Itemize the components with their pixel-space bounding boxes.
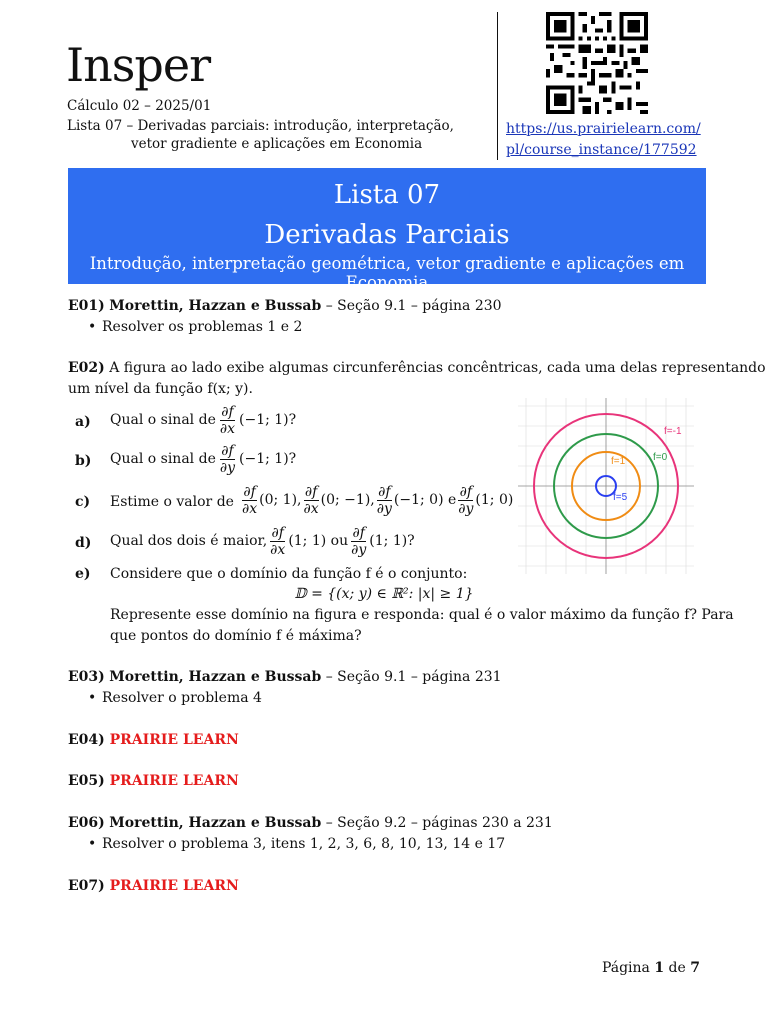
label-middle: f=0 [653,452,668,463]
item-b-question [110,439,296,479]
item-e-text: Considere que o domínio da função f é o conjunto: [110,566,468,582]
list-title-line-2: vetor gradiente e aplicações em Economia [131,136,423,152]
exercise-e06-task [102,835,505,853]
exercise-authors: Morettin, Hazzan e Bussab [109,298,322,314]
list-title-line-1: Lista 07 – Derivadas parciais: introdução, interpretação, [67,118,454,134]
point: (0; −1), [320,492,375,508]
exercise-e06-heading [68,814,553,832]
partial-derivative-fx: $\frac{\partial f}{\partial x}$ [303,483,319,517]
item-d-question [110,521,415,561]
qr-code-icon[interactable] [546,12,648,114]
point: (−1; 1)? [239,451,297,467]
partial-derivative-fy: $\frac{\partial f}{\partial y}$ [351,524,367,558]
exercise-id: E01) [68,298,105,314]
item-c-text: Estime o valor de [110,494,234,510]
point: (1; 0) [475,492,514,508]
partial-derivative-fy: $\frac{\partial f}{\partial y}$ [458,483,474,517]
header-divider [497,12,498,160]
item-text: Qual o sinal de [110,451,216,467]
item-e-question-line-2: que pontos do domínio f é máxima? [110,628,362,644]
label-inner: f=1 [611,456,626,467]
exercise-e02-intro-line-2: um nível da função f(x; y). [68,381,253,397]
partial-derivative-fy: $\frac{\partial f}{\partial y}$ [219,442,236,476]
task-text: Resolver o problema 3, itens 1, 2, 3, 6, 8, 10, 13, 14 e 17 [102,836,506,852]
prairie-learn-tag: PRAIRIE LEARN [109,732,239,748]
label-center: f=5 [613,492,628,503]
item-text: Qual o sinal de [110,412,216,428]
exercise-id: E03) [68,669,105,685]
banner-subtitle: Derivadas Parciais [264,220,510,250]
partial-derivative-fx: $\frac{\partial f}{\partial x}$ [270,524,286,558]
banner-description: Introdução, interpretação geométrica, vetor gradiente e aplicações em Economia [89,254,685,292]
prairielearn-link-line-1[interactable]: https://us.prairielearn.com/ [506,121,701,137]
exercise-id: E07) [68,878,105,894]
prairielearn-link-line-2[interactable]: pl/course_instance/177592 [506,142,697,158]
exercise-reference: – Seção 9.1 – página 230 [325,298,502,314]
partial-derivative-fx: $\frac{\partial f}{\partial x}$ [219,403,235,437]
banner-title: Lista 07 [333,180,441,210]
point: (−1; 0) e [393,492,457,508]
partial-derivative-fx: $\frac{\partial f}{\partial x}$ [242,483,258,517]
item-e-label: e) [75,566,91,582]
exercise-id: E05) [68,773,105,789]
exercise-authors: Morettin, Hazzan e Bussab [109,669,322,685]
exercise-id: E02) [68,360,105,376]
current-page: 1 [654,960,665,976]
course-line: Cálculo 02 – 2025/01 [67,98,212,114]
exercise-e01-task [102,318,302,336]
prairie-learn-tag: PRAIRIE LEARN [109,773,239,789]
point: (−1; 1)? [239,412,297,428]
item-a-label: a) [75,414,91,430]
item-c-label: c) [75,494,91,510]
exercise-id: E04) [68,732,105,748]
item-a-question [110,400,296,440]
item-text: Qual dos dois é maior, [110,533,268,549]
point: (0; 1), [259,492,302,508]
item-e-question-line-1: Represente esse domínio na figura e responda: qual é o valor máximo da função f? Para [110,607,734,623]
title-banner [68,168,706,292]
level-curves-figure [518,398,694,574]
exercise-e03-heading [68,668,502,686]
point: (1; 1)? [369,533,415,549]
total-pages: 7 [690,960,700,976]
exercise-e04-heading [68,731,239,749]
domain-set: 𝔻 = {(x; y) ∈ ℝ²: |x| ≥ 1} [294,586,474,602]
exercise-reference: – Seção 9.1 – página 231 [325,669,502,685]
prairie-learn-tag: PRAIRIE LEARN [109,878,239,894]
insper-logo: Insper [66,38,211,92]
exercise-e05-heading [68,772,239,790]
task-text: Resolver os problemas 1 e 2 [102,319,303,335]
page-word: Página [601,960,650,976]
exercise-authors: Morettin, Hazzan e Bussab [109,815,322,831]
intro-text: A figura ao lado exibe algumas circunferências concêntricas, cada uma delas representando [109,360,766,376]
item-b-label: b) [75,453,92,469]
exercise-e07-heading [68,877,239,895]
of-word: de [668,960,686,976]
partial-derivative-fy: $\frac{\partial f}{\partial y}$ [376,483,392,517]
exercise-e01-heading [68,297,502,315]
task-text: Resolver o problema 4 [102,690,262,706]
exercise-e03-task [102,689,262,707]
item-d-label: d) [75,535,92,551]
exercise-reference: – Seção 9.2 – páginas 230 a 231 [325,815,553,831]
label-outer: f=-1 [664,426,682,437]
page-number [602,960,700,976]
item-c-values [242,480,513,520]
exercise-id: E06) [68,815,105,831]
exercise-e02-intro-line-1 [68,359,766,377]
point: (1; 1) ou [288,533,349,549]
